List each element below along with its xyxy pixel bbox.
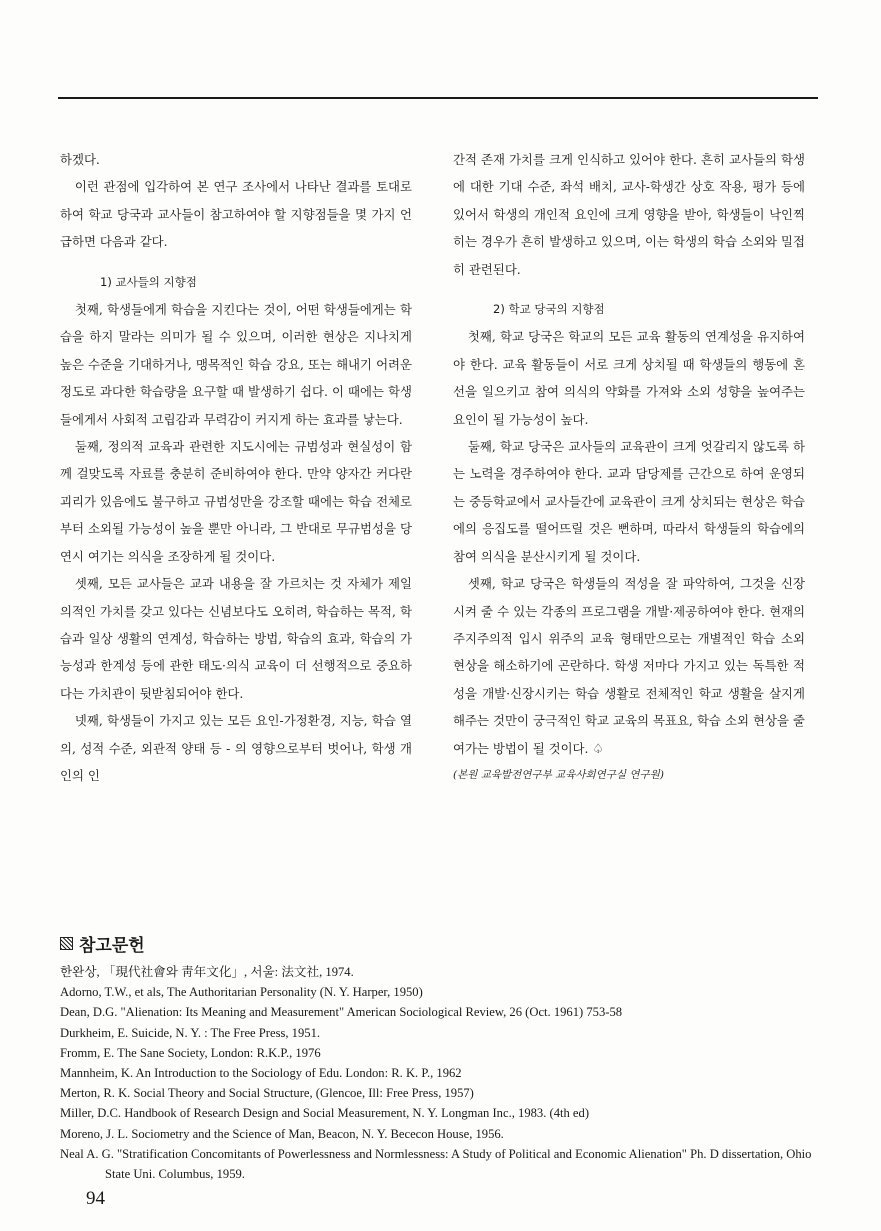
- reference-item: Moreno, J. L. Sociometry and the Science of Man, Beacon, N. Y. Bececon House, 1956.: [60, 1126, 504, 1141]
- reference-item: Durkheim, E. Suicide, N. Y. : The Free Press, 1951.: [60, 1025, 321, 1040]
- paragraph: 셋째, 모든 교사들은 교과 내용을 잘 가르치는 것 자체가 제일의적인 가치를 갖고 있다는 신념보다도 오히려, 학습하는 목적, 학습과 일상 생활의 연계성, 학습하는 방법, 학습의 효과, 학습의 가능성과 한계성 등에 관한 태도·의식 교육이 더 선행적으로 중요하다는 가치관이 뒷받침되어야 한다.: [60, 576, 412, 701]
- paragraph: 둘째, 학교 당국은 교사들의 교육관이 크게 엇갈리지 않도록 하는 노력을 경주하여야 한다. 교과 담당제를 근간으로 하여 운영되는 중등학교에서 교사들간에 교육관이 크게 상치되는 현상은 학습에의 응집도를 떨어뜨릴 것은 뻔하며, 따라서 학생들의 학습에의 참여 의식을 분산시키게 될 것이다.: [453, 439, 805, 564]
- reference-item: Fromm, E. The Sane Society, London: R.K.P., 1976: [60, 1045, 321, 1060]
- paragraph: 넷째, 학생들이 가지고 있는 모든 요인-가정환경, 지능, 학습 열의, 성적 수준, 외관적 양태 등 - 의 영향으로부터 벗어나, 학생 개인의 인: [60, 713, 412, 783]
- reference-item: Dean, D.G. "Alienation: Its Meaning and Measurement" American Sociological Review, 26 (Oct. 1961) 753-58: [60, 1005, 623, 1020]
- page-number: 94: [86, 1188, 105, 1209]
- paragraph: 이런 관점에 입각하여 본 연구 조사에서 나타난 결과를 토대로 하여 학교 당국과 교사들이 참고하여야 할 지향점들을 몇 가지 언급하면 다음과 같다.: [60, 179, 412, 250]
- reference-list: [60, 962, 820, 1184]
- end-mark-icon: ♤: [592, 741, 605, 757]
- reference-item: Neal A. G. "Stratification Concomitants of Powerlessness and Normlessness: A Study of Political and Economic Alienation" Ph. D dissertation, Ohio State Uni. Columbus, 1959.: [60, 1146, 812, 1182]
- paragraph: 둘째, 정의적 교육과 관련한 지도시에는 규범성과 현실성이 함께 걸맞도록 자료를 충분히 준비하여야 한다. 만약 양자간 커다란 괴리가 있음에도 불구하고 규범성만을 강조할 때에는 학습 전체로부터 소외될 가능성이 높을 뿐만 아니라, 그 반대로 무규범성을 당연시 여기는 의식을 조장하게 될 것이다.: [60, 439, 412, 564]
- paragraph-text: 셋째, 학교 당국은 학생들의 적성을 잘 파악하여, 그것을 신장시켜 줄 수 있는 각종의 프로그램을 개발·제공하여야 한다. 현재의 주지주의적 입시 위주의 교육 형태만으로는 개별적인 학습 소외 현상을 해소하기에 곤란하다. 학생 저마다 가지고 있는 독특한 적성을 개발·신장시키는 학습 생활로 전체적인 학교 생활을 살지게 해주는 것만이 궁극적인 학교 교육의 목표요, 학습 소외 현상을 줄여가는 방법이 될 것이다.: [453, 576, 805, 756]
- reference-item: Miller, D.C. Handbook of Research Design and Social Measurement, N. Y. Longman Inc., 1983. (4th ed): [60, 1106, 590, 1121]
- left-column: [60, 146, 412, 789]
- section-heading-school: 2) 학교 당국의 지향점: [493, 302, 605, 317]
- reference-item: Merton, R. K. Social Theory and Social Structure, (Glencoe, Ill: Free Press, 1957): [60, 1086, 474, 1101]
- hatched-square-icon: [60, 937, 73, 950]
- references-title: 참고문헌: [79, 936, 145, 956]
- section-heading-teachers: 1) 교사들의 지향점: [100, 274, 197, 289]
- right-column: [453, 146, 805, 787]
- paragraph: 하겠다.: [60, 152, 100, 167]
- paragraph: 첫째, 학교 당국은 학교의 모든 교육 활동의 연계성을 유지하여야 한다. 교육 활동들이 서로 크게 상치될 때 학생들의 행동에 혼선을 일으키고 참여 의식의 약화를 가져와 소외 성향을 높여주는 요인이 될 가능성이 높다.: [453, 329, 805, 427]
- paragraph: 첫째, 학생들에게 학습을 지킨다는 것이, 어떤 학생들에게는 학습을 하지 말라는 의미가 될 수 있으며, 이러한 현상은 지나치게 높은 수준을 기대하거나, 맹목적인 학습 강요, 또는 해내기 어려운 정도로 과다한 학습량을 요구할 때 발생하기 쉽다. 이 때에는 학생들에게서 사회적 고립감과 무력감이 커지게 하는 효과를 낳는다.: [60, 302, 412, 427]
- paragraph: [453, 570, 805, 763]
- references-heading: [60, 931, 145, 956]
- reference-item: Mannheim, K. An Introduction to the Sociology of Edu. London: R. K. P., 1962: [60, 1066, 462, 1081]
- reference-item: 한완상, 「現代社會와 靑年文化」, 서울: 法文社, 1974.: [60, 965, 354, 979]
- header-rule: [58, 97, 818, 99]
- paragraph: 간적 존재 가치를 크게 인식하고 있어야 한다. 흔히 교사들의 학생에 대한 기대 수준, 좌석 배치, 교사-학생간 상호 작용, 평가 등에 있어서 학생의 개인적 요인에 크게 영향을 받아, 학생들이 낙인찍히는 경우가 흔히 발생하고 있으며, 이는 학생의 학습 소외와 밀접히 관련된다.: [453, 152, 805, 277]
- author-affiliation: (본원 교육발전연구부 교육사회연구실 연구원): [453, 768, 664, 781]
- reference-item: Adorno, T.W., et als, The Authoritarian Personality (N. Y. Harper, 1950): [60, 985, 423, 1000]
